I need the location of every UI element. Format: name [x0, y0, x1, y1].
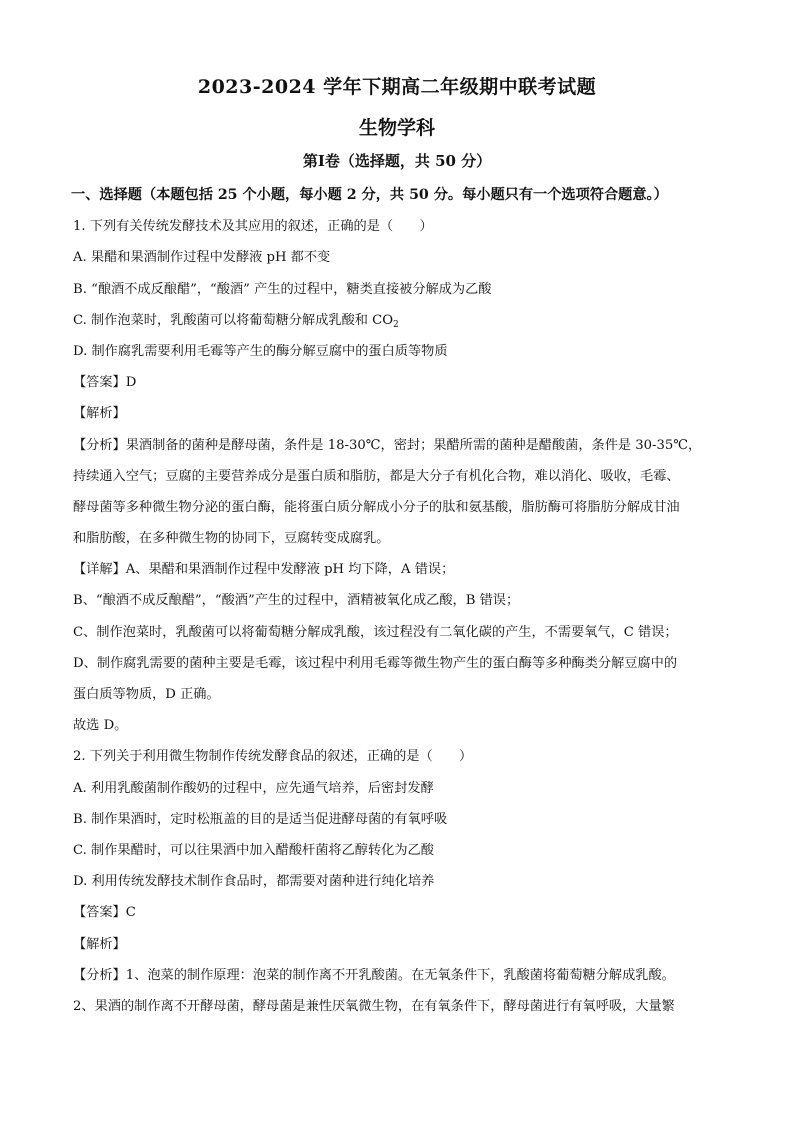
document-body: [73, 180, 733, 1022]
question-1-option-b: B. “酿酒不成反酿醋”，“酸酒” 产生的过程中，糖类直接被分解成为乙酸: [73, 281, 492, 297]
question-1-conclusion: 故选 D。: [73, 718, 128, 734]
question-1-answer: 【答案】D: [73, 375, 137, 391]
co2-subscript: 2: [393, 319, 399, 330]
subject-title: 生物学科: [358, 117, 435, 139]
question-2-stem: 2. 下列关于利用微生物制作传统发酵食品的叙述，正确的是（ ）: [73, 749, 473, 765]
question-1-analysis-line: 酵母菌等多种微生物分泌的蛋白酶，能将蛋白质分解成小分子的肽和氨基酸，脂肪酶可将脂肪分解成甘油: [73, 499, 680, 515]
question-1-detail-b: B、“酿酒不成反酿醋”，“酸酒”产生的过程中，酒精被氧化成乙酸，B 错误；: [73, 593, 520, 609]
question-1-detail-d: D、制作腐乳需要的菌种主要是毛霉，该过程中利用毛霉等微生物产生的蛋白酶等多种酶类分解豆腐中的: [73, 655, 678, 671]
question-1-option-c: [73, 305, 733, 336]
part-title: 第Ⅰ卷（选择题，共 50 分）: [302, 152, 492, 170]
question-2-analysis-label: 【解析】: [73, 936, 126, 952]
question-1-option-a: A. 果醋和果酒制作过程中发酵液 pH 都不变: [73, 250, 331, 266]
question-1-analysis-label: 【解析】: [73, 406, 126, 422]
question-1-option-d: D. 制作腐乳需要利用毛霉等产生的酶分解豆腐中的蛋白质等物质: [73, 343, 448, 359]
question-2-option-a: A. 利用乳酸菌制作酸奶的过程中，应先通气培养，后密封发酵: [73, 780, 434, 796]
section-heading: 一、选择题（本题包括 25 个小题，每小题 2 分，共 50 分。每小题只有一个选项符合题意。）: [71, 187, 668, 203]
question-1-analysis-line: 【分析】果酒制备的菌种是酵母菌，条件是 18-30℃，密封；果醋所需的菌种是醋酸菌，条件是 30-35℃，: [73, 437, 702, 453]
question-1-analysis-line: 持续通入空气；豆腐的主要营养成分是蛋白质和脂肪，都是大分子有机化合物，难以消化、吸收，毛霉、: [73, 468, 680, 484]
question-2-analysis-line: 2、果酒的制作离不开酵母菌，酵母菌是兼性厌氧微生物，在有氧条件下，酵母菌进行有氧呼吸，大量繁: [73, 998, 675, 1014]
exam-title: 2023-2024 学年下期高二年级期中联考试题: [197, 76, 597, 98]
question-1-stem: 1. 下列有关传统发酵技术及其应用的叙述，正确的是（ ）: [73, 219, 433, 235]
question-2-answer: 【答案】C: [73, 905, 136, 921]
option-c-text: C. 制作泡菜时，乳酸菌可以将葡萄糖分解成乳酸和 CO: [73, 312, 394, 328]
question-1-detail-c: C、制作泡菜时，乳酸菌可以将葡萄糖分解成乳酸，该过程没有二氧化碳的产生，不需要氧气，C 错误；: [73, 624, 678, 640]
question-1-analysis-line: 和脂肪酸，在多种微生物的协同下，豆腐转变成腐乳。: [73, 531, 390, 547]
question-2-analysis-line: 【分析】1、泡菜的制作原理：泡菜的制作离不开乳酸菌。在无氧条件下，乳酸菌将葡萄糖分解成乳酸。: [73, 967, 675, 983]
question-2-option-b: B. 制作果酒时，定时松瓶盖的目的是适当促进酵母菌的有氧呼吸: [73, 811, 448, 827]
question-1-detail-d-cont: 蛋白质等物质，D 正确。: [73, 687, 220, 702]
question-2-option-c: C. 制作果醋时，可以往果酒中加入醋酸杆菌将乙醇转化为乙酸: [73, 842, 434, 858]
question-1-detail-a: 【详解】A、果醋和果酒制作过程中发酵液 pH 均下降，A 错误；: [73, 562, 455, 578]
question-2-option-d: D. 利用传统发酵技术制作食品时，都需要对菌种进行纯化培养: [73, 874, 435, 890]
